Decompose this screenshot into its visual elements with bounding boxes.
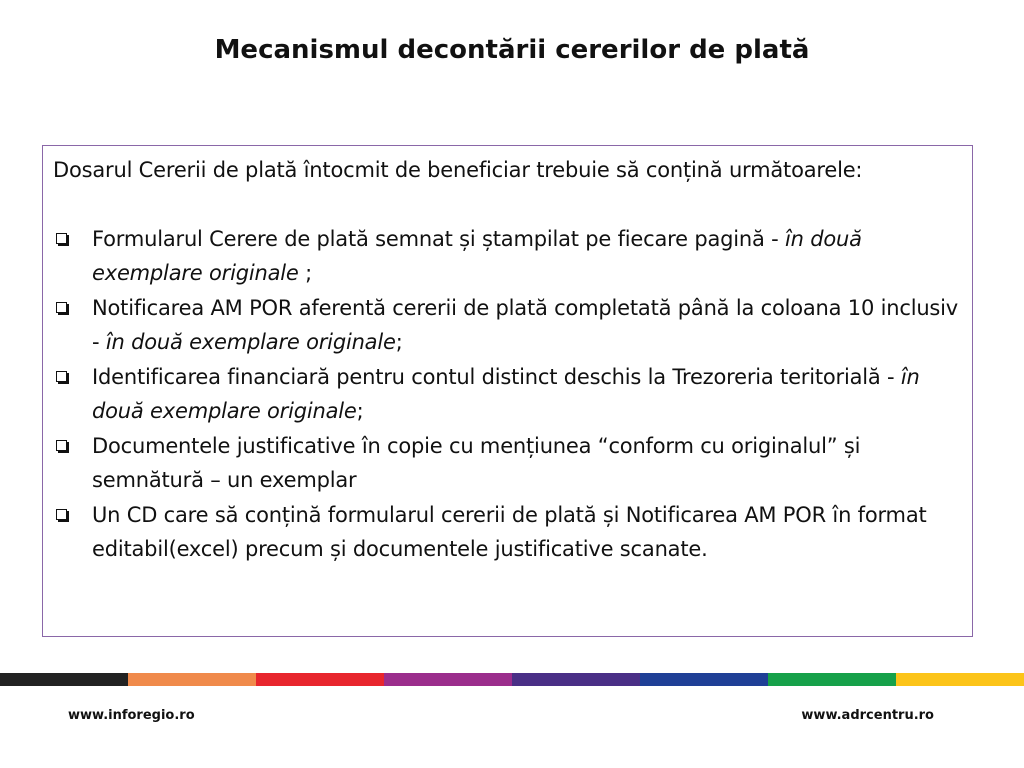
intro-text: Dosarul Cererii de plată întocmit de beneficiar trebuie să conțină următoarele: xyxy=(53,158,863,182)
item-text: Notificarea AM POR aferentă cererii de plată completată până la coloana 10 inclusiv - xyxy=(92,295,959,354)
checkbox-square-icon xyxy=(56,371,67,382)
list-item xyxy=(53,291,962,360)
list-item xyxy=(53,360,962,429)
color-segment xyxy=(128,673,256,686)
content-box xyxy=(42,145,973,637)
color-segment xyxy=(384,673,512,686)
checkbox-square-icon xyxy=(56,440,67,451)
item-text: Documentele justificative în copie cu mențiunea “conform cu originalul” și semnătură – un exemplar xyxy=(92,433,861,492)
item-text: Formularul Cerere de plată semnat și ștampilat pe fiecare pagină - xyxy=(92,226,786,251)
color-segment xyxy=(768,673,896,686)
color-segment xyxy=(256,673,384,686)
item-text: Identificarea financiară pentru contul distinct deschis la Trezoreria teritorială - xyxy=(92,364,901,389)
list-item xyxy=(53,498,962,567)
color-segment xyxy=(896,673,1024,686)
color-segment xyxy=(640,673,768,686)
item-emphasis: în două exemplare originale xyxy=(105,330,396,354)
footer-link-adrcentru[interactable]: www.adrcentru.ro xyxy=(801,708,934,723)
item-suffix: ; xyxy=(395,330,403,354)
checkbox-square-icon xyxy=(56,233,67,244)
color-bar xyxy=(0,673,1024,686)
item-emphasis: în două exemplare originale xyxy=(92,226,862,285)
checkbox-square-icon xyxy=(56,302,67,313)
item-suffix: ; xyxy=(298,261,312,285)
list-item xyxy=(53,222,962,291)
item-emphasis: în două exemplare originale xyxy=(92,364,920,423)
color-segment xyxy=(512,673,640,686)
checkbox-square-icon xyxy=(56,509,67,520)
item-text: Un CD care să conțină formularul cererii de plată și Notificarea AM POR în format editabil(excel) precum și documentele justificative scanate. xyxy=(92,502,927,561)
requirements-list xyxy=(53,222,962,567)
color-segment xyxy=(0,673,128,686)
footer-link-inforegio[interactable]: www.inforegio.ro xyxy=(68,708,195,723)
item-suffix: ; xyxy=(356,399,364,423)
list-item xyxy=(53,429,962,498)
slide-title: Mecanismul decontării cererilor de plată xyxy=(214,35,810,65)
